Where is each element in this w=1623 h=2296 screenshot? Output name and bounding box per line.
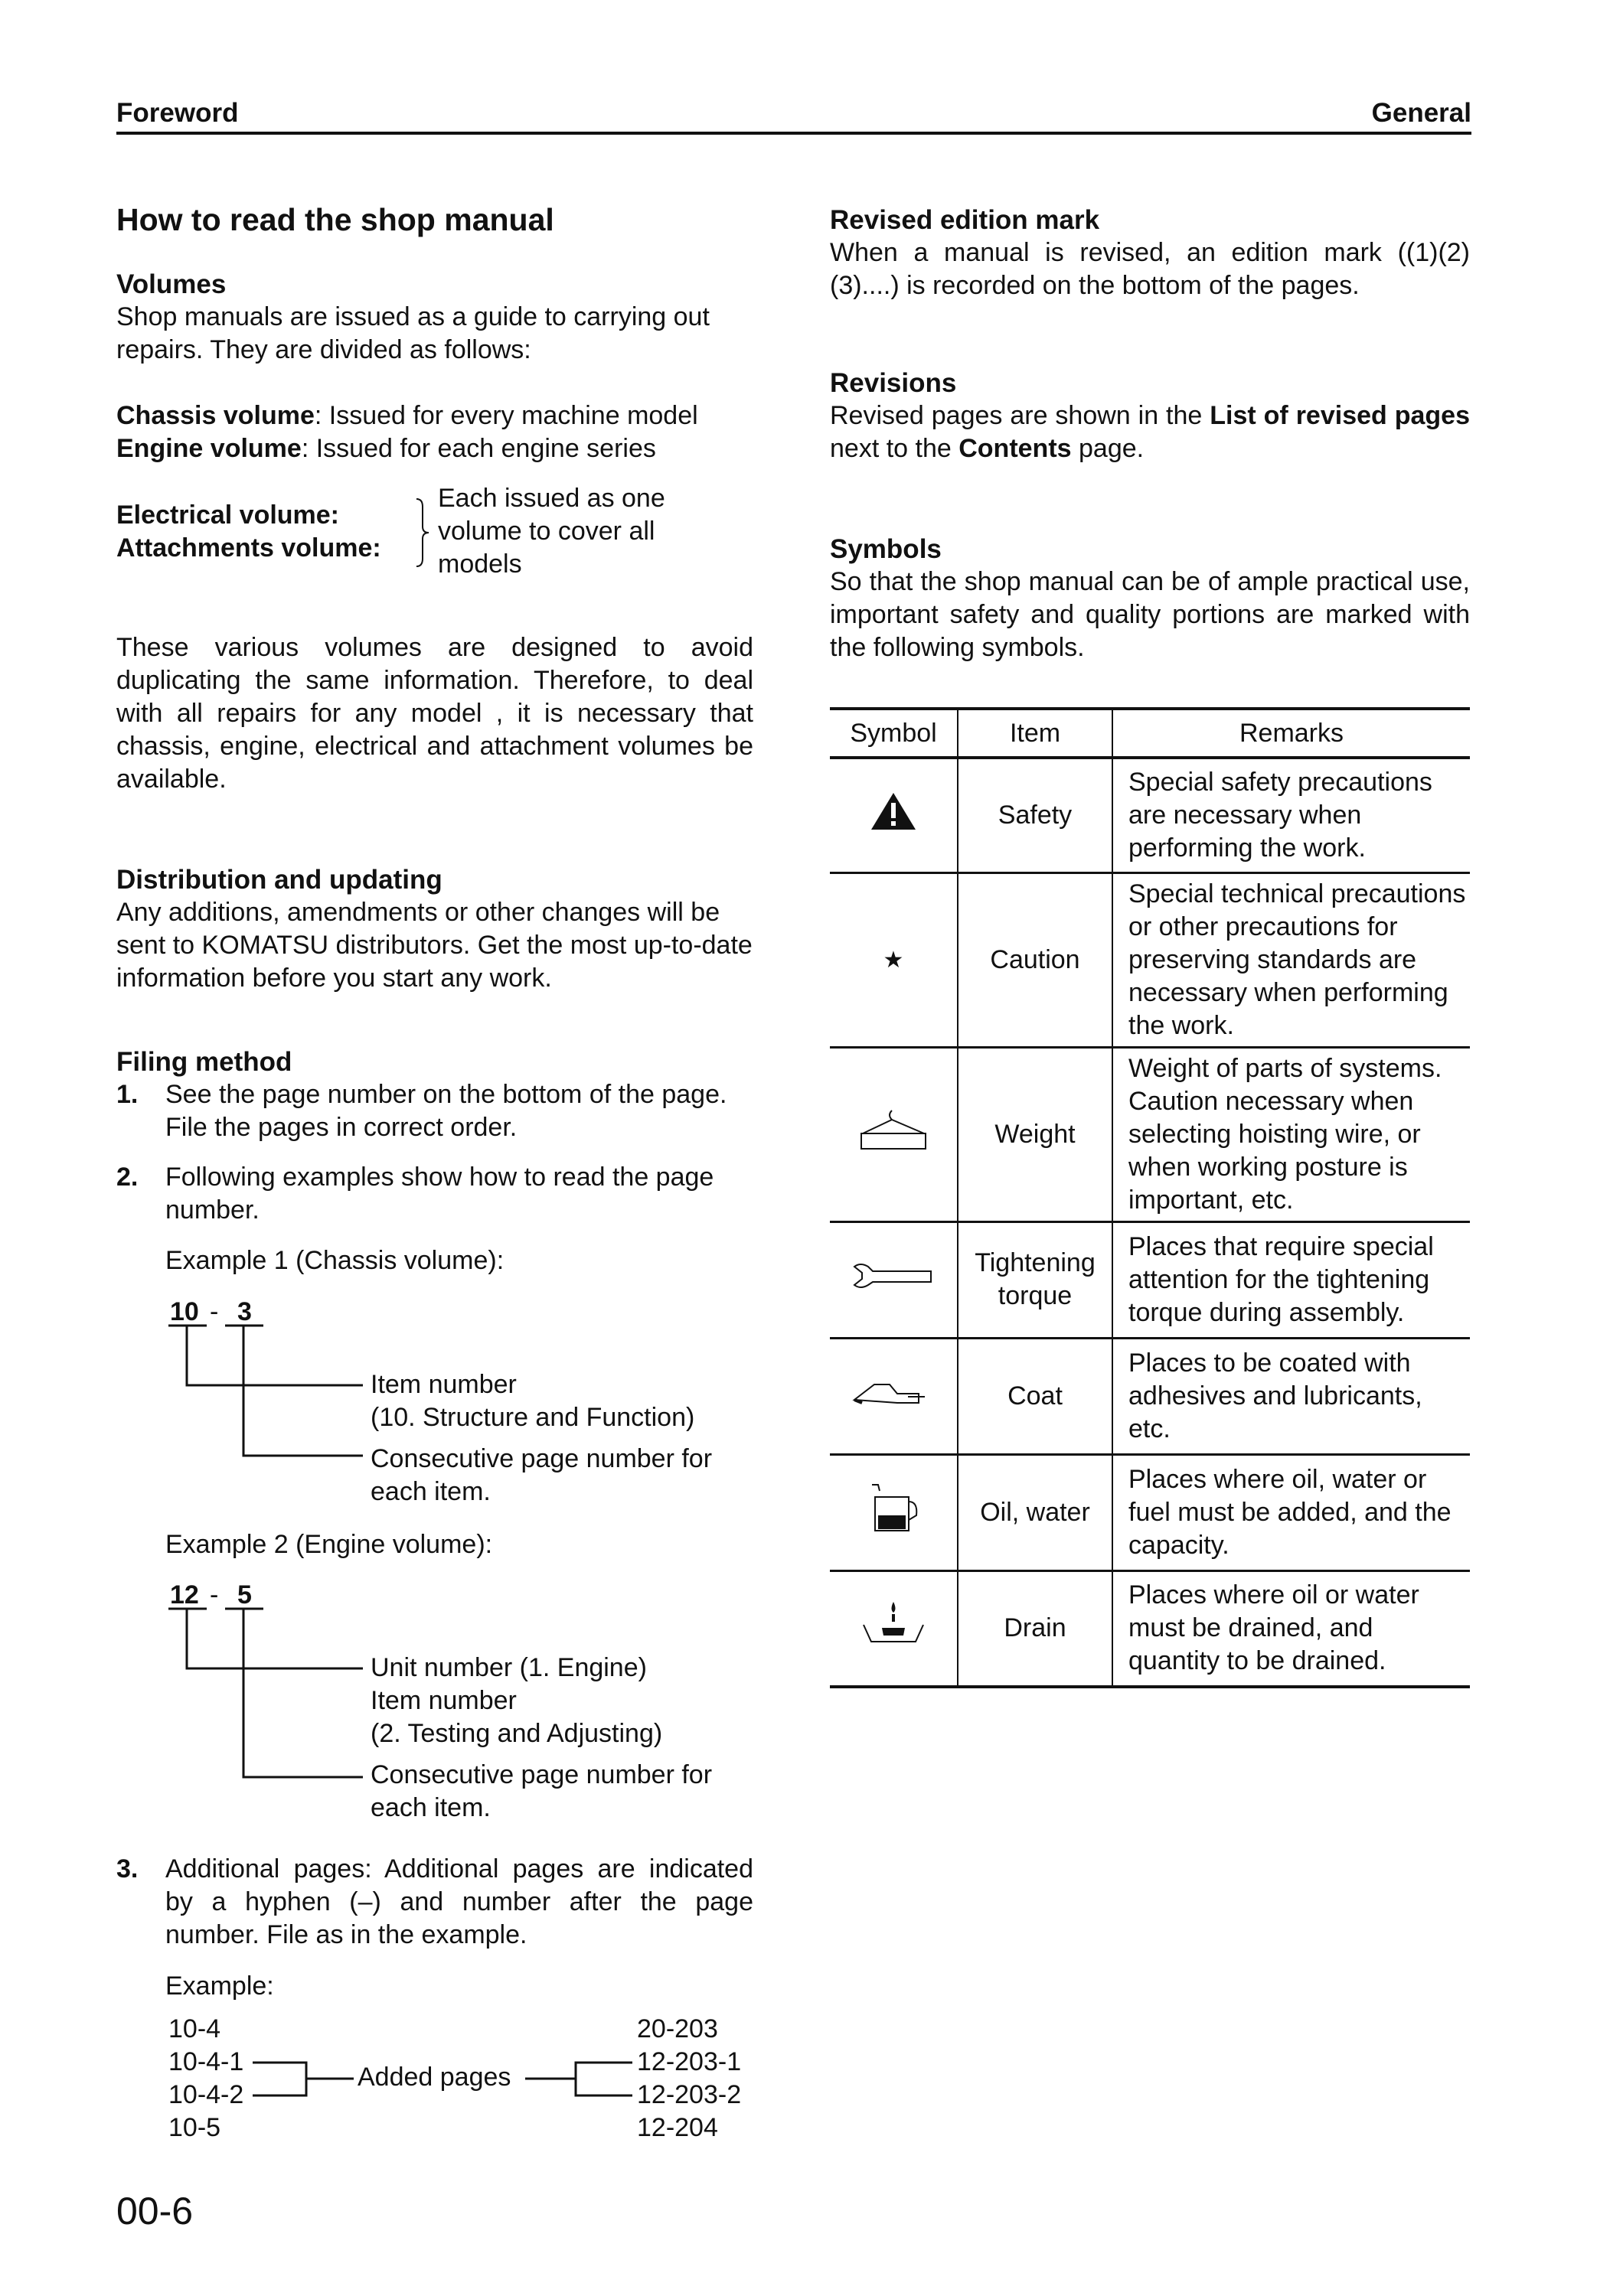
page-number: 00-6 bbox=[116, 2190, 194, 2232]
brace-icon bbox=[413, 497, 432, 568]
example-1-leader-lines bbox=[161, 1324, 367, 1462]
example-2-num-a: 12 bbox=[170, 1580, 199, 1609]
hoist-weight-icon bbox=[855, 1107, 932, 1153]
added-right-list bbox=[637, 2013, 741, 2144]
drain-icon bbox=[859, 1597, 928, 1651]
example-2-label-1b: Item number bbox=[371, 1686, 517, 1715]
table-row bbox=[830, 1221, 1470, 1338]
electrical-label: Electrical volume: bbox=[116, 501, 340, 530]
table-row bbox=[830, 1454, 1470, 1570]
revisions-bold-contents: Contents bbox=[958, 434, 1072, 463]
table-row bbox=[830, 758, 1470, 872]
example-1-label-1b: (10. Structure and Function) bbox=[371, 1403, 695, 1432]
item-cell: Safety bbox=[958, 758, 1112, 872]
added-right-2: 12-203-1 bbox=[637, 2047, 742, 2076]
symbols-heading: Symbols bbox=[830, 534, 942, 564]
table-row bbox=[830, 1338, 1470, 1454]
revised-mark-heading: Revised edition mark bbox=[830, 205, 1100, 235]
table-row bbox=[830, 1570, 1470, 1687]
remarks-cell: Places where oil, water or fuel must be added, and the capacity. bbox=[1112, 1454, 1470, 1570]
engine-line bbox=[116, 432, 656, 465]
table-row bbox=[830, 1047, 1470, 1221]
symbols-text: So that the shop manual can be of ample practical use, important safety and quality portions are marked with the following symbols. bbox=[830, 567, 1470, 662]
example-2-label-2b: each item. bbox=[371, 1793, 491, 1822]
table-header-remarks: Remarks bbox=[1112, 709, 1470, 758]
filing-item-2-text: Following examples show how to read the page number. bbox=[165, 1163, 714, 1225]
symbol-cell bbox=[830, 758, 958, 872]
filing-item-3-text: Additional pages: Additional pages are indicated by a hyphen (–) and number after the page number. File as in the example. bbox=[165, 1854, 753, 1949]
item-cell: Oil, water bbox=[958, 1454, 1112, 1570]
symbol-cell bbox=[830, 1570, 958, 1687]
table-header-item: Item bbox=[958, 709, 1112, 758]
symbol-cell bbox=[830, 1047, 958, 1221]
revisions-text-2: next to the bbox=[830, 434, 959, 463]
revisions-text-3: page. bbox=[1071, 434, 1145, 463]
wrench-icon bbox=[851, 1259, 936, 1293]
added-left-2: 10-4-1 bbox=[168, 2047, 244, 2076]
added-right-4: 12-204 bbox=[637, 2113, 718, 2142]
table-row bbox=[830, 872, 1470, 1047]
oil-can-icon bbox=[863, 1482, 924, 1535]
filing-item-2-num: 2. bbox=[116, 1163, 139, 1192]
example-2-title: Example 2 (Engine volume): bbox=[165, 1530, 493, 1559]
added-left-3: 10-4-2 bbox=[168, 2080, 244, 2109]
volumes-intro: Shop manuals are issued as a guide to carrying out repairs. They are divided as follows: bbox=[116, 302, 710, 364]
filing-item-2 bbox=[116, 1161, 753, 1227]
brace-line-1: Each issued as one bbox=[438, 484, 665, 513]
distribution-text: Any additions, amendments or other changes will be sent to KOMATSU distributors. Get the most up-to-date information before you start any work. bbox=[116, 898, 753, 993]
chassis-text: : Issued for every machine model bbox=[314, 401, 698, 430]
header-right: General bbox=[1371, 98, 1471, 128]
remarks-cell: Places where oil or water must be drained, and quantity to be drained. bbox=[1112, 1570, 1470, 1687]
example-1-label-2a: Consecutive page number for bbox=[371, 1444, 713, 1473]
filing-item-3-num: 3. bbox=[116, 1854, 139, 1883]
remarks-cell: Weight of parts of systems. Caution necessary when selecting hoisting wire, or when working posture is important, etc. bbox=[1112, 1047, 1470, 1221]
added-right-3: 12-203-2 bbox=[637, 2080, 742, 2109]
remarks-cell: Places that require special attention for the tightening torque during assembly. bbox=[1112, 1221, 1470, 1338]
example-2-sep: - bbox=[210, 1580, 219, 1609]
header-rule bbox=[116, 132, 1471, 135]
example-1-num-a: 10 bbox=[170, 1297, 199, 1326]
header-left: Foreword bbox=[116, 98, 239, 128]
filing-item-1 bbox=[116, 1078, 753, 1144]
table-header-symbol: Symbol bbox=[830, 709, 958, 758]
revised-mark-text: When a manual is revised, an edition mark ((1)(2)(3)....) is recorded on the bottom of the pages. bbox=[830, 238, 1470, 300]
chassis-line bbox=[116, 400, 698, 432]
item-cell: Tightening torque bbox=[958, 1221, 1112, 1338]
revisions-text bbox=[830, 400, 1470, 465]
revisions-heading: Revisions bbox=[830, 368, 957, 398]
brace-line-2: volume to cover all bbox=[438, 517, 655, 546]
example-2-label-1a: Unit number (1. Engine) bbox=[371, 1653, 647, 1682]
filing-item-1-text: See the page number on the bottom of the page. File the pages in correct order. bbox=[165, 1080, 727, 1142]
filing-item-1-num: 1. bbox=[116, 1080, 139, 1109]
symbol-cell bbox=[830, 1454, 958, 1570]
engine-text: : Issued for each engine series bbox=[301, 434, 656, 463]
item-cell: Drain bbox=[958, 1570, 1112, 1687]
star-icon: ★ bbox=[883, 947, 904, 973]
table-header-row bbox=[830, 709, 1470, 758]
revisions-text-1: Revised pages are shown in the bbox=[830, 401, 1210, 430]
symbol-cell bbox=[830, 872, 958, 1047]
example-label: Example: bbox=[165, 1971, 274, 2001]
example-2-num-b: 5 bbox=[237, 1580, 252, 1609]
item-cell: Weight bbox=[958, 1047, 1112, 1221]
item-cell: Caution bbox=[958, 872, 1112, 1047]
coat-brush-icon bbox=[851, 1375, 936, 1409]
example-1-num-b: 3 bbox=[237, 1297, 252, 1326]
example-1-title: Example 1 (Chassis volume): bbox=[165, 1246, 505, 1275]
engine-label: Engine volume bbox=[116, 434, 302, 463]
added-left-4: 10-5 bbox=[168, 2113, 221, 2142]
example-2-label-2a: Consecutive page number for bbox=[371, 1760, 713, 1789]
chassis-label: Chassis volume bbox=[116, 401, 315, 430]
revisions-bold-list: List of revised pages bbox=[1210, 401, 1470, 430]
brace-line-3: models bbox=[438, 550, 522, 579]
remarks-cell: Places to be coated with adhesives and lubricants, etc. bbox=[1112, 1338, 1470, 1454]
example-1-label-1a: Item number bbox=[371, 1370, 517, 1399]
example-2-label-1c: (2. Testing and Adjusting) bbox=[371, 1719, 663, 1748]
example-1-label-2b: each item. bbox=[371, 1477, 491, 1506]
remarks-cell: Special technical precautions or other precautions for preserving standards are necessary when performing the work. bbox=[1112, 872, 1470, 1047]
warning-triangle-icon bbox=[869, 791, 918, 832]
symbol-cell bbox=[830, 1338, 958, 1454]
added-left-1: 10-4 bbox=[168, 2014, 221, 2043]
distribution-heading: Distribution and updating bbox=[116, 865, 442, 895]
symbols-table bbox=[830, 707, 1470, 1688]
added-left-list bbox=[168, 2013, 243, 2144]
page-title: How to read the shop manual bbox=[116, 202, 554, 237]
example-2-leader-lines bbox=[161, 1607, 367, 1783]
example-1-sep: - bbox=[210, 1297, 219, 1326]
filing-heading: Filing method bbox=[116, 1047, 292, 1077]
filing-item-3 bbox=[116, 1853, 753, 1952]
remarks-cell: Special safety precautions are necessary when performing the work. bbox=[1112, 758, 1470, 872]
volumes-paragraph: These various volumes are designed to avoid duplicating the same information. Therefore, to deal with all repairs for any model , it is necessary that chassis, engine, electrical and attachment volumes be available. bbox=[116, 633, 753, 794]
item-cell: Coat bbox=[958, 1338, 1112, 1454]
volumes-heading: Volumes bbox=[116, 269, 227, 299]
added-right-1: 20-203 bbox=[637, 2014, 718, 2043]
attachments-label: Attachments volume: bbox=[116, 533, 381, 563]
added-pages-label: Added pages bbox=[358, 2063, 511, 2092]
symbol-cell bbox=[830, 1221, 958, 1338]
